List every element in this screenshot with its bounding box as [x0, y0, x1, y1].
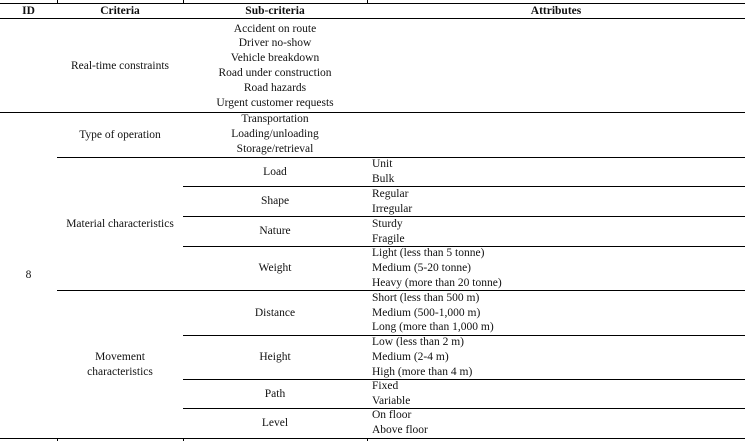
subcriteria-cell: Nature	[259, 225, 291, 238]
attribute-item: Medium (5-20 tonne)	[372, 262, 472, 275]
attribute-item: Fixed	[372, 379, 399, 392]
attribute-item: Low (less than 2 m)	[372, 336, 464, 349]
subcriteria-item: Accident on route	[233, 22, 317, 35]
attributes-cell	[372, 217, 745, 246]
subcriteria-item: Storage/retrieval	[236, 142, 314, 155]
attribute-item: Variable	[372, 394, 411, 407]
criteria-line: characteristics	[87, 365, 153, 378]
attributes-cell	[372, 187, 745, 216]
subcriteria-cell	[183, 20, 367, 112]
column-tick	[367, 438, 368, 441]
attribute-item: Short (less than 500 m)	[372, 291, 480, 304]
attribute-item: High (more than 4 m)	[372, 365, 473, 378]
attribute-item: Unit	[372, 157, 393, 170]
attributes-cell	[372, 247, 745, 290]
subcriteria-item: Loading/unloading	[231, 128, 319, 141]
attributes-cell	[372, 379, 745, 408]
subcriteria-cell: Level	[261, 417, 289, 430]
attributes-cell	[372, 408, 745, 438]
attribute-item: Above floor	[372, 424, 428, 436]
attributes-cell	[372, 157, 745, 186]
attributes-cell	[372, 291, 745, 335]
subcriteria-cell: Load	[263, 165, 287, 178]
criteria-cell: Material characteristics	[66, 217, 174, 230]
column-tick	[183, 0, 184, 3]
column-tick	[57, 0, 58, 3]
criteria-line: Movement	[95, 350, 145, 363]
subcriteria-cell: Height	[259, 351, 291, 364]
subcriteria-cell: Distance	[254, 306, 296, 319]
attribute-item: Heavy (more than 20 tonne)	[372, 276, 502, 289]
attribute-item: Medium (2-4 m)	[372, 351, 449, 364]
criteria-cell: Real-time constraints	[70, 59, 170, 72]
attributes-cell	[372, 336, 745, 379]
subcriteria-item: Road hazards	[243, 81, 307, 94]
header-id: ID	[22, 4, 35, 17]
header-criteria: Criteria	[100, 4, 140, 17]
subcriteria-item: Driver no-show	[238, 37, 312, 50]
attribute-item: Fragile	[372, 232, 405, 245]
column-tick	[57, 438, 58, 441]
bottom-rule	[0, 438, 745, 439]
attribute-item: Light (less than 5 tonne)	[372, 247, 485, 260]
header-subcriteria: Sub-criteria	[245, 4, 305, 17]
attribute-item: Sturdy	[372, 217, 403, 230]
column-tick	[183, 438, 184, 441]
subcriteria-cell	[183, 112, 367, 157]
attribute-item: Regular	[372, 187, 409, 200]
attribute-item: Long (more than 1,000 m)	[372, 321, 494, 334]
subcriteria-item: Transportation	[241, 113, 309, 126]
subcriteria-cell: Path	[264, 387, 286, 400]
subcriteria-cell: Weight	[258, 262, 292, 275]
subcriteria-item: Urgent customer requests	[216, 96, 334, 109]
attribute-item: Bulk	[372, 172, 395, 185]
subcriteria-item: Road under construction	[218, 67, 332, 79]
attribute-item: On floor	[372, 409, 412, 422]
column-tick	[367, 0, 368, 3]
header-attributes: Attributes	[530, 4, 582, 17]
attribute-item: Irregular	[372, 202, 413, 215]
id-cell: 8	[25, 269, 32, 282]
criteria-cell: Type of operation	[79, 128, 161, 141]
attribute-item: Medium (500-1,000 m)	[372, 306, 481, 319]
subcriteria-cell: Shape	[260, 195, 290, 208]
criteria-cell	[57, 291, 183, 438]
subcriteria-item: Vehicle breakdown	[230, 52, 320, 65]
